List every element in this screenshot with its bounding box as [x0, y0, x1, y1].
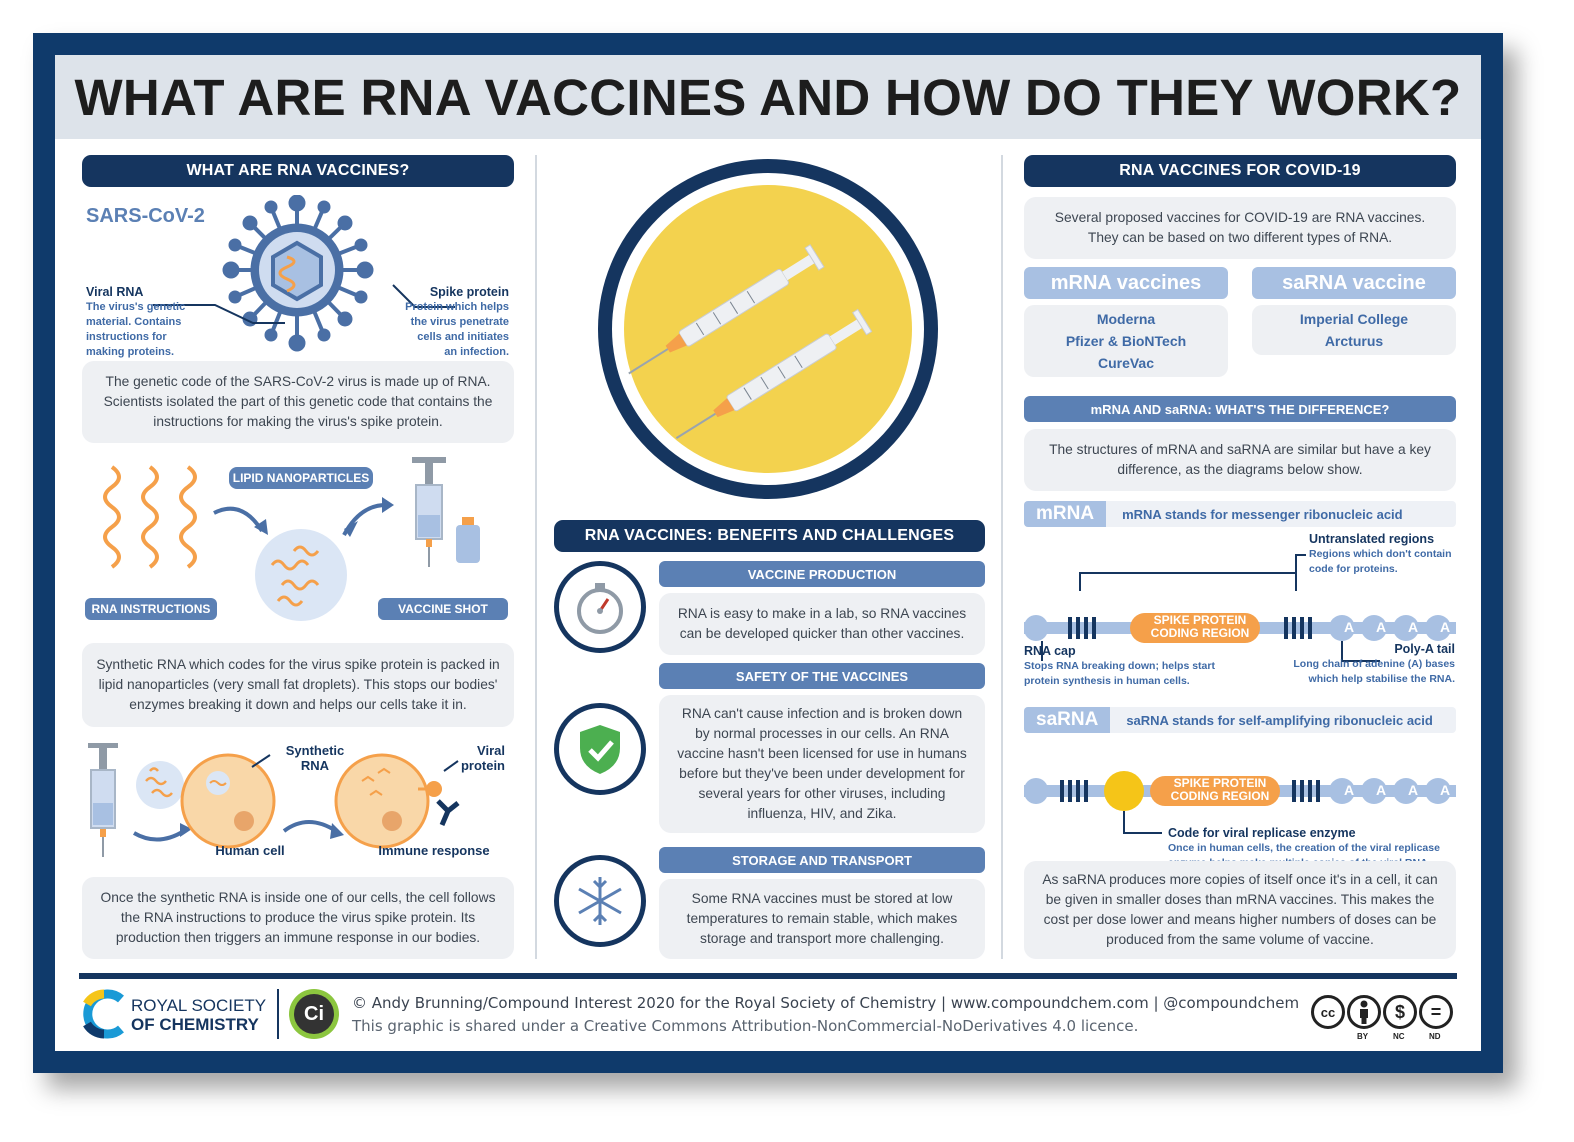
poster-frame: [33, 33, 1503, 1073]
adenine-base: A: [1439, 782, 1451, 798]
credit-line: © Andy Brunning/Compound Interest 2020 for the Royal Society of Chemistry | www.compoundchem.com | @compoundchem: [352, 994, 1300, 1012]
safety-text: RNA can't cause infection and is broken down by normal processes in our cells. An RNA vaccine hasn't been licensed for use in humans before but they've been under development for several years for other viruses, including influenza, HIV, and Zika.: [659, 695, 985, 833]
syringe-icon: [412, 457, 446, 567]
compound-interest-logo: Ci: [289, 989, 339, 1039]
adenine-base: A: [1375, 782, 1387, 798]
mrna-definition-bar: [1024, 501, 1456, 527]
adenine-base: A: [1407, 619, 1419, 635]
list-item: CureVac: [1097, 355, 1155, 371]
poster: [55, 55, 1481, 1051]
noncommercial-icon: $: [1383, 995, 1417, 1029]
synthetic-rna-text: Synthetic RNA which codes for the virus spike protein is packed in lipid nanoparticles (very small fat droplets). This stops our bodies' enzymes breaking it down and helps our cells take it in.: [82, 643, 514, 727]
list-item: Moderna: [1096, 311, 1156, 327]
sarna-definition: saRNA stands for self-amplifying ribonucleic acid: [1126, 712, 1433, 728]
viral-protein-label: Viral protein: [460, 743, 505, 773]
human-cell-icon: [182, 755, 274, 847]
syringe-icon: [88, 743, 118, 857]
difference-text: The structures of mRNA and saRNA are similar but have a key difference, as the diagrams below show.: [1024, 429, 1456, 491]
synthetic-rna-label: Synthetic RNA: [285, 743, 345, 773]
rsc-logo-icon: [79, 989, 129, 1039]
adenine-base: A: [1439, 619, 1451, 635]
rna-cap-label: RNA cap Stops RNA breaking down; helps start protein synthesis in human cells.: [1024, 644, 1215, 687]
untranslated-regions-label: Untranslated regions Regions which don't contain code for proteins.: [1309, 532, 1452, 575]
poly-a-bases: [1333, 619, 1461, 635]
column-divider: [1001, 155, 1003, 959]
mrna-key: mRNA: [1024, 501, 1106, 527]
licence-line: This graphic is shared under a Creative Commons Attribution-NonCommercial-NoDerivatives 4.0 licence.: [352, 1017, 1139, 1035]
noderivatives-icon: =: [1419, 995, 1453, 1029]
attribution-icon: [1347, 995, 1381, 1029]
shield-check-icon: [554, 703, 646, 795]
right-header: RNA VACCINES FOR COVID-19: [1024, 155, 1456, 187]
lipid-nanoparticles-tag: LIPID NANOPARTICLES: [229, 467, 373, 489]
left-header: WHAT ARE RNA VACCINES?: [82, 155, 514, 187]
vial-icon: [456, 517, 480, 563]
spike-region-label: SPIKE PROTEIN CODING REGION: [1150, 613, 1250, 640]
cc-icon: cc: [1311, 995, 1345, 1029]
sarna-vaccine-label: saRNA vaccine: [1252, 267, 1456, 299]
viral-rna-label: Viral RNA The virus's genetic material. Contains instructions for making proteins.: [86, 285, 186, 358]
difference-header: mRNA AND saRNA: WHAT'S THE DIFFERENCE?: [1024, 396, 1456, 422]
immune-response-text: Once the synthetic RNA is inside one of our cells, the cell follows the RNA instructions to produce the virus spike protein. Its production then triggers an immune response in our bodies.: [82, 877, 514, 959]
list-item: Imperial College: [1299, 311, 1409, 327]
footer-divider: [277, 989, 279, 1039]
vaccine-production-text: RNA is easy to make in a lab, so RNA vaccines can be developed quicker than other vaccines.: [659, 593, 985, 655]
rsc-logo-text: ROYAL SOCIETY OF CHEMISTRY: [131, 996, 267, 1034]
virus-icon: [223, 195, 373, 351]
stopwatch-icon: [554, 561, 646, 653]
antibody-icon: [438, 801, 458, 825]
adenine-base: A: [1407, 782, 1419, 798]
nanoparticle-icon: [255, 529, 347, 621]
footer-rule: [79, 973, 1457, 979]
sarna-definition-bar: [1024, 707, 1456, 733]
adenine-base: A: [1375, 619, 1387, 635]
nc-label: NC: [1393, 1032, 1405, 1041]
middle-header: RNA VACCINES: BENEFITS AND CHALLENGES: [554, 520, 985, 552]
safety-title: SAFETY OF THE VACCINES: [659, 663, 985, 689]
vaccine-shot-tag: VACCINE SHOT: [378, 598, 508, 620]
title-bar: [55, 55, 1481, 139]
vaccine-production-title: VACCINE PRODUCTION: [659, 561, 985, 587]
human-cell-label: Human cell: [215, 843, 285, 858]
mrna-definition: mRNA stands for messenger ribonucleic acid: [1122, 506, 1403, 522]
rna-instructions-tag: RNA INSTRUCTIONS: [85, 598, 217, 620]
immune-response-label: Immune response: [378, 843, 490, 858]
column-divider: [535, 155, 537, 959]
by-label: BY: [1357, 1032, 1369, 1041]
adenine-base: A: [1343, 619, 1355, 635]
sarna-poly-a-bases: [1333, 782, 1461, 798]
adenine-base: A: [1343, 782, 1355, 798]
replicase-label: Code for viral replicase enzyme Once in human cells, the creation of the viral replicase: [1168, 826, 1440, 854]
syringe-photo: [594, 155, 942, 503]
nd-label: ND: [1429, 1032, 1441, 1041]
sarna-key: saRNA: [1024, 707, 1110, 733]
page-title: WHAT ARE RNA VACCINES AND HOW DO THEY WORK?: [74, 68, 1462, 126]
sarna-dose-text: As saRNA produces more copies of itself once it's in a cell, it can be given in smaller doses than mRNA vaccines. This makes the cost per dose lower and means higher numbers of doses can be produced from the same volume of vaccine.: [1024, 861, 1456, 959]
sarna-spike-region-label: SPIKE PROTEIN CODING REGION: [1170, 776, 1270, 803]
list-item: Arcturus: [1324, 333, 1384, 349]
mrna-vaccine-list: [1024, 305, 1228, 377]
covid-intro-text: Several proposed vaccines for COVID-19 are RNA vaccines. They can be based on two different types of RNA.: [1024, 197, 1456, 259]
sarna-vaccine-list: [1252, 305, 1456, 355]
virus-name: SARS-CoV-2: [86, 205, 205, 227]
storage-title: STORAGE AND TRANSPORT: [659, 847, 985, 873]
spike-protein-label: Spike protein Protein which helps the virus penetrate cells and initiates an infection.: [405, 285, 509, 358]
poly-a-tail-label: Poly-A tail Long chain of adenine (A) bases which help stabilise the RNA.: [1293, 642, 1455, 685]
list-item: Pfizer & BioNTech: [1065, 333, 1187, 349]
mrna-vaccines-label: mRNA vaccines: [1024, 267, 1228, 299]
snowflake-icon: [554, 855, 646, 947]
rna-strands-icon: [105, 467, 195, 567]
genetic-code-text: The genetic code of the SARS-CoV-2 virus is made up of RNA. Scientists isolated the part of this genetic code that contains the instructions for making the virus's spike protein.: [82, 361, 514, 443]
storage-text: Some RNA vaccines must be stored at low temperatures to remain stable, which makes storage and transport more challenging.: [659, 879, 985, 959]
